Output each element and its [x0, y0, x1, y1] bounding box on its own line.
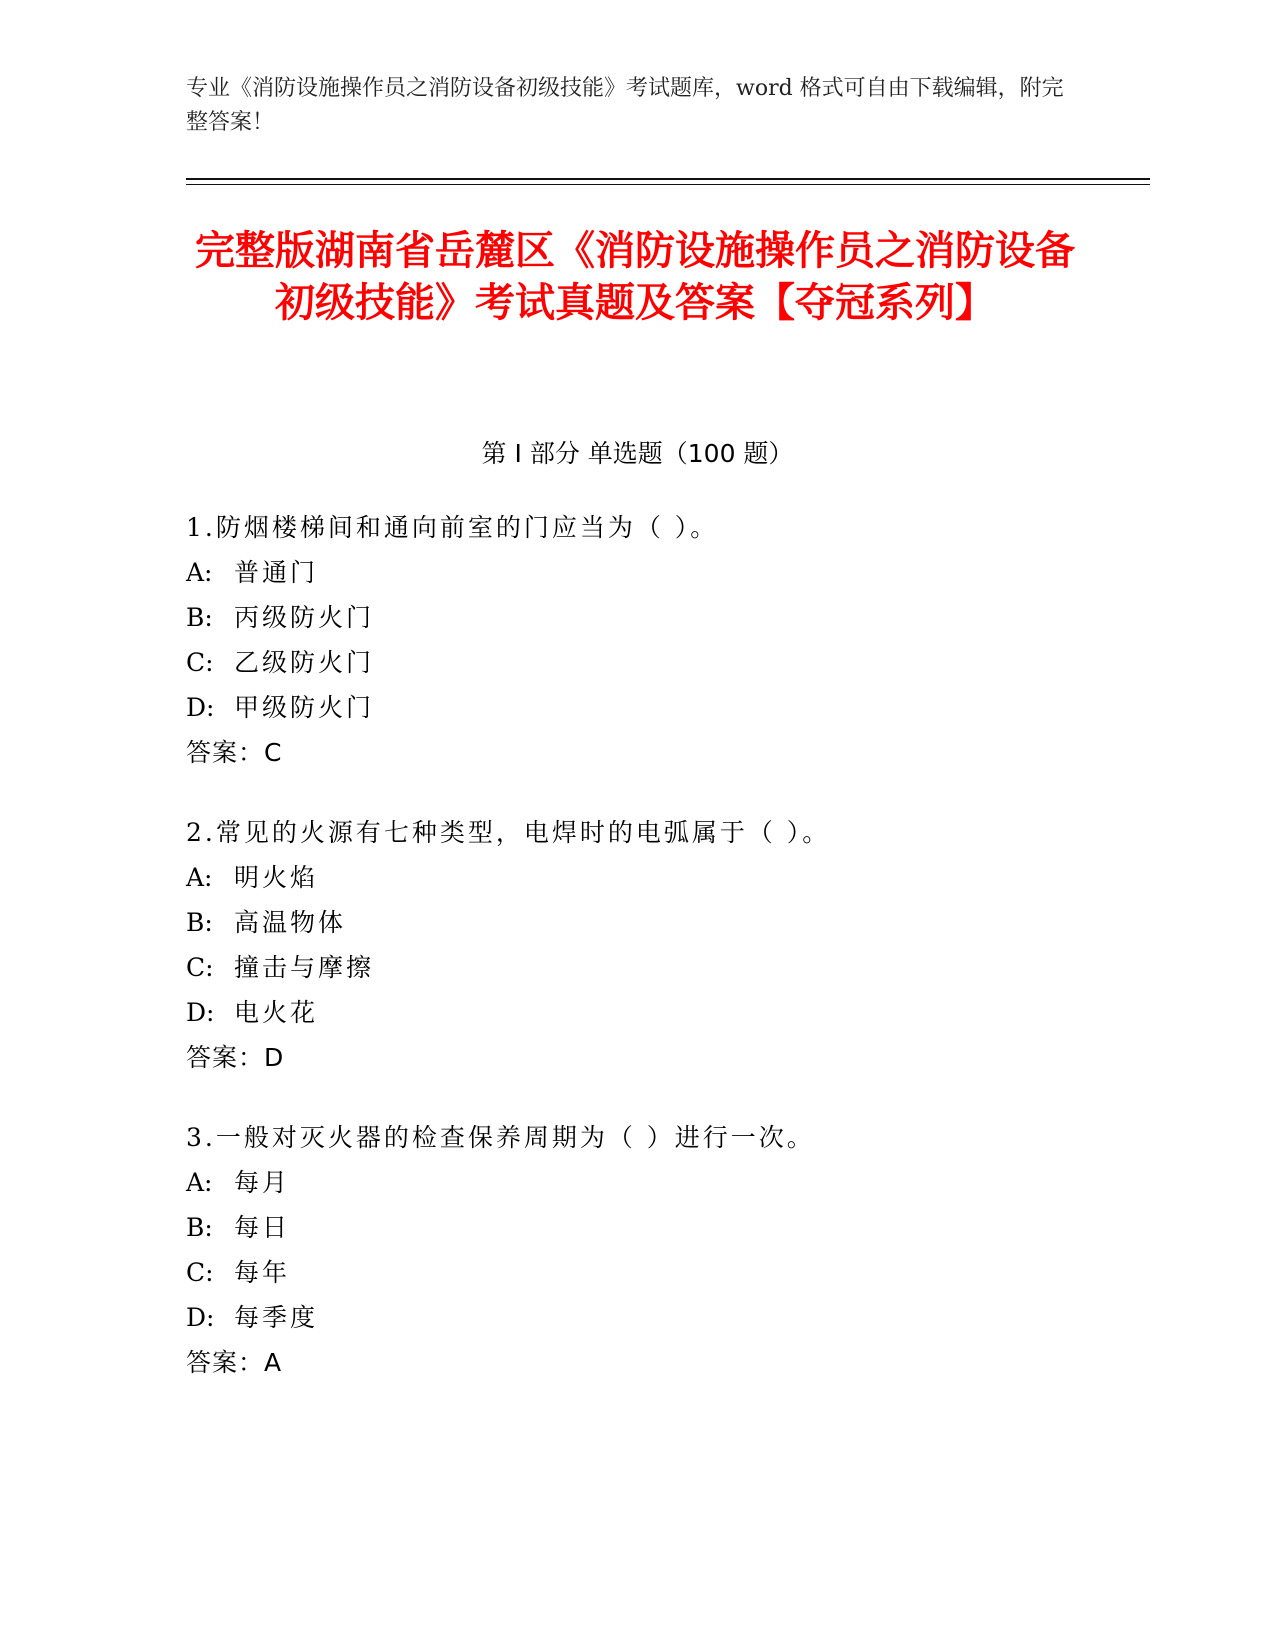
question-2	[186, 810, 1136, 1080]
option-c	[186, 945, 1136, 990]
section-heading: 第 I 部分 单选题（100 题）	[481, 439, 794, 468]
option-key: C:	[186, 1258, 214, 1287]
answer: 答案：D	[186, 1043, 285, 1072]
option-text: 明火焰	[234, 863, 319, 892]
option-d	[186, 685, 1136, 730]
question-stem: 1.防烟楼梯间和通向前室的门应当为（ ）。	[186, 513, 719, 542]
option-key: D:	[186, 693, 215, 722]
header-rule-thin	[186, 184, 1150, 185]
option-b	[186, 900, 1136, 945]
option-c	[186, 1250, 1136, 1295]
option-text: 高温物体	[234, 908, 347, 937]
answer: 答案：C	[186, 738, 283, 767]
option-key: C:	[186, 953, 214, 982]
option-text: 电火花	[234, 998, 319, 1027]
option-d	[186, 1295, 1136, 1340]
option-key: A:	[186, 863, 213, 892]
option-text: 每日	[234, 1213, 291, 1242]
question-stem: 2.常见的火源有七种类型，电焊时的电弧属于（ ）。	[186, 818, 831, 847]
option-b	[186, 595, 1136, 640]
option-key: B:	[186, 1213, 213, 1242]
option-a	[186, 855, 1136, 900]
option-text: 丙级防火门	[234, 603, 375, 632]
option-key: D:	[186, 1303, 215, 1332]
header-note: 专业《消防设施操作员之消防设备初级技能》考试题库，word 格式可自由下载编辑，附完整答案！	[186, 76, 1064, 135]
option-text: 乙级防火门	[234, 648, 375, 677]
option-key: C:	[186, 648, 214, 677]
question-1	[186, 505, 1136, 775]
document-title: 完整版湖南省岳麓区《消防设施操作员之消防设备初级技能》考试真题及答案【夺冠系列】	[195, 228, 1075, 326]
option-text: 每季度	[234, 1303, 319, 1332]
option-text: 每月	[234, 1168, 291, 1197]
option-b	[186, 1205, 1136, 1250]
option-key: A:	[186, 558, 213, 587]
question-stem: 3.一般对灭火器的检查保养周期为（ ）进行一次。	[186, 1123, 815, 1152]
option-key: D:	[186, 998, 215, 1027]
question-3	[186, 1115, 1136, 1385]
option-text: 撞击与摩擦	[234, 953, 375, 982]
option-text: 普通门	[234, 558, 319, 587]
option-key: B:	[186, 908, 213, 937]
option-c	[186, 640, 1136, 685]
option-a	[186, 1160, 1136, 1205]
option-d	[186, 990, 1136, 1035]
option-text: 每年	[234, 1258, 291, 1287]
header-rule-thick	[186, 178, 1150, 180]
option-key: B:	[186, 603, 213, 632]
option-a	[186, 550, 1136, 595]
answer: 答案：A	[186, 1348, 283, 1377]
option-text: 甲级防火门	[234, 693, 375, 722]
option-key: A:	[186, 1168, 213, 1197]
